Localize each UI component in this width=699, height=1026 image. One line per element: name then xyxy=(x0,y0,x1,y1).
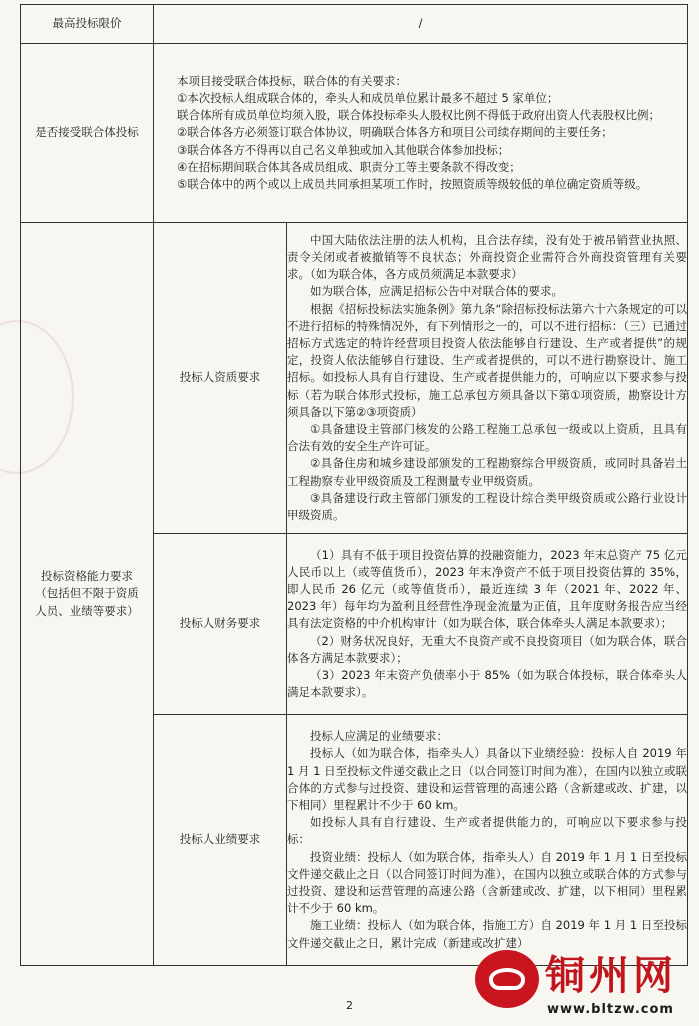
consortium-label: 是否接受联合体投标 xyxy=(21,44,154,223)
qualification-line: 根据《招标投标法实施条例》第九条“除招标投标法第六十六条规定的可以不进行招标的特殊情况外，有下列情形之一的，可以不进行招标：（三）已通过招标方式选定的特许经营项目投资人依法能够自行建设、生产或者提供”的规定，投资人依法能够自行建设、生产或者提供的，可以不进行勘察设计、施工招标。如投标人具有自行建设、生产或者提供能力的，可响应以下要求参与投标（若为联合体形式投标，施工总承包方须具备以下第①项资质，勘察设计方须具备以下第②③项资质） xyxy=(287,301,687,419)
finance-line: （3）2023 年末资产负债率小于 85%（如为联合体投标，联合体牵头人满足本款要求）。 xyxy=(287,668,687,700)
row-qualification xyxy=(21,223,688,534)
finance-line: （1）具有不低于项目投资估算的投融资能力，2023 年末总资产 75 亿元人民币以上（或等值货币），2023 年末净资产不低于项目投资估算的 35%，即人民币 26 亿元（或等值货币），最近连续 3 年（2021 年、2022 年、2023 年）每年均为盈利且经营性净现金流量为正值，且年度财务报告应当经具有法定资格的中介机构审计（如为联合体，联合体牵头人满足本款要求）； xyxy=(287,547,687,631)
consortium-line: ②联合体各方必须签订联合体协议，明确联合体各方和项目公司续存期间的主要任务； xyxy=(177,125,613,140)
max-price-label: 最高投标限价 xyxy=(21,5,154,44)
consortium-content xyxy=(154,44,688,223)
qualification-label: 投标人资质要求 xyxy=(154,223,287,534)
consortium-line: 联合体所有成员单位均须入股，联合体投标牵头人股权比例不得低于政府出资人代表股权比例； xyxy=(177,108,660,123)
finance-content xyxy=(287,534,688,715)
row-max-price xyxy=(21,5,688,44)
max-price-value: / xyxy=(154,5,688,44)
consortium-line: 本项目接受联合体投标，联合体的有关要求： xyxy=(177,73,407,88)
qualification-line: ②具备住房和城乡建设部颁发的工程勘察综合甲级资质，或同时具备岩土工程勘察专业甲级资质及工程测量专业甲级资质。 xyxy=(287,456,687,488)
qualification-line: ①具备建设主管部门核发的公路工程施工总承包一级或以上资质，且具有合法有效的安全生产许可证。 xyxy=(287,422,687,454)
finance-label: 投标人财务要求 xyxy=(154,534,287,715)
capability-label: 投标资格能力要求（包括但不限于资质人员、业绩等要求） xyxy=(21,223,154,966)
site-watermark xyxy=(475,950,693,1022)
performance-line: 投资业绩：投标人（如为联合体，指牵头人）自 2019 年 1 月 1 日至投标文件递交截止之日（以合同签订时间为准），在国内以独立或联合体的方式参与过投资、建设和运营管理的高速公路（含新建或改、扩建，以下相同）里程累计不少于 60 km。 xyxy=(287,849,687,916)
watermark-logo-icon xyxy=(475,950,539,1008)
performance-line: 投标人应满足的业绩要求： xyxy=(310,729,448,744)
row-consortium xyxy=(21,44,688,223)
tender-requirements-table xyxy=(20,4,688,966)
page-number: 2 xyxy=(346,999,353,1012)
qualification-content xyxy=(287,223,688,534)
watermark-url: www.bltzw.com xyxy=(547,1002,674,1017)
performance-content xyxy=(287,715,688,966)
qualification-line: 中国大陆依法注册的法人机构，且合法存续，没有处于被吊销营业执照、责令关闭或者被撤销等不良状态；外商投资企业需符合外商投资管理有关要求。（如为联合体，各方成员须满足本款要求） xyxy=(287,232,687,282)
performance-label: 投标人业绩要求 xyxy=(154,715,287,966)
consortium-line: ①本次投标人组成联合体的，牵头人和成员单位累计最多不超过 5 家单位； xyxy=(177,90,559,105)
consortium-line: ⑤联合体中的两个或以上成员共同承担某项工作时，按照资质等级较低的单位确定资质等级。 xyxy=(177,177,648,191)
performance-line: 如投标人具有自行建设、生产或者提供能力的，可响应以下要求参与投标： xyxy=(287,815,687,847)
finance-line: （2）财务状况良好，无重大不良资产或不良投资项目（如为联合体，联合体各方满足本款要求）； xyxy=(287,633,687,665)
qualification-line: 如为联合体，应满足招标公告中对联合体的要求。 xyxy=(310,284,563,299)
qualification-line: ③具备建设行政主管部门颁发的工程设计综合类甲级资质或公路行业设计甲级资质。 xyxy=(287,490,687,523)
performance-line: 投标人（如为联合体，指牵头人）具备以下业绩经验：投标人自 2019 年 1 月 1 日至投标文件递交截止之日（以合同签订时间为准），在国内以独立或联合体的方式参与过投资、建设和运营管理的高速公路（含新建或改、扩建，以下相同）里程累计不少于 60 km。 xyxy=(287,746,687,812)
performance-line: 施工业绩：投标人（如为联合体，指施工方）自 2019 年 1 月 1 日至投标文件递交截止之日，累计完成（新建或改扩建） xyxy=(287,918,687,950)
consortium-line: ④在招标期间联合体其各成员组成、职责分工等主要条款不得改变； xyxy=(177,159,521,174)
watermark-name: 铜州网 xyxy=(545,953,677,999)
consortium-line: ③联合体各方不得再以自己名义单独或加入其他联合体参加投标； xyxy=(177,142,510,157)
